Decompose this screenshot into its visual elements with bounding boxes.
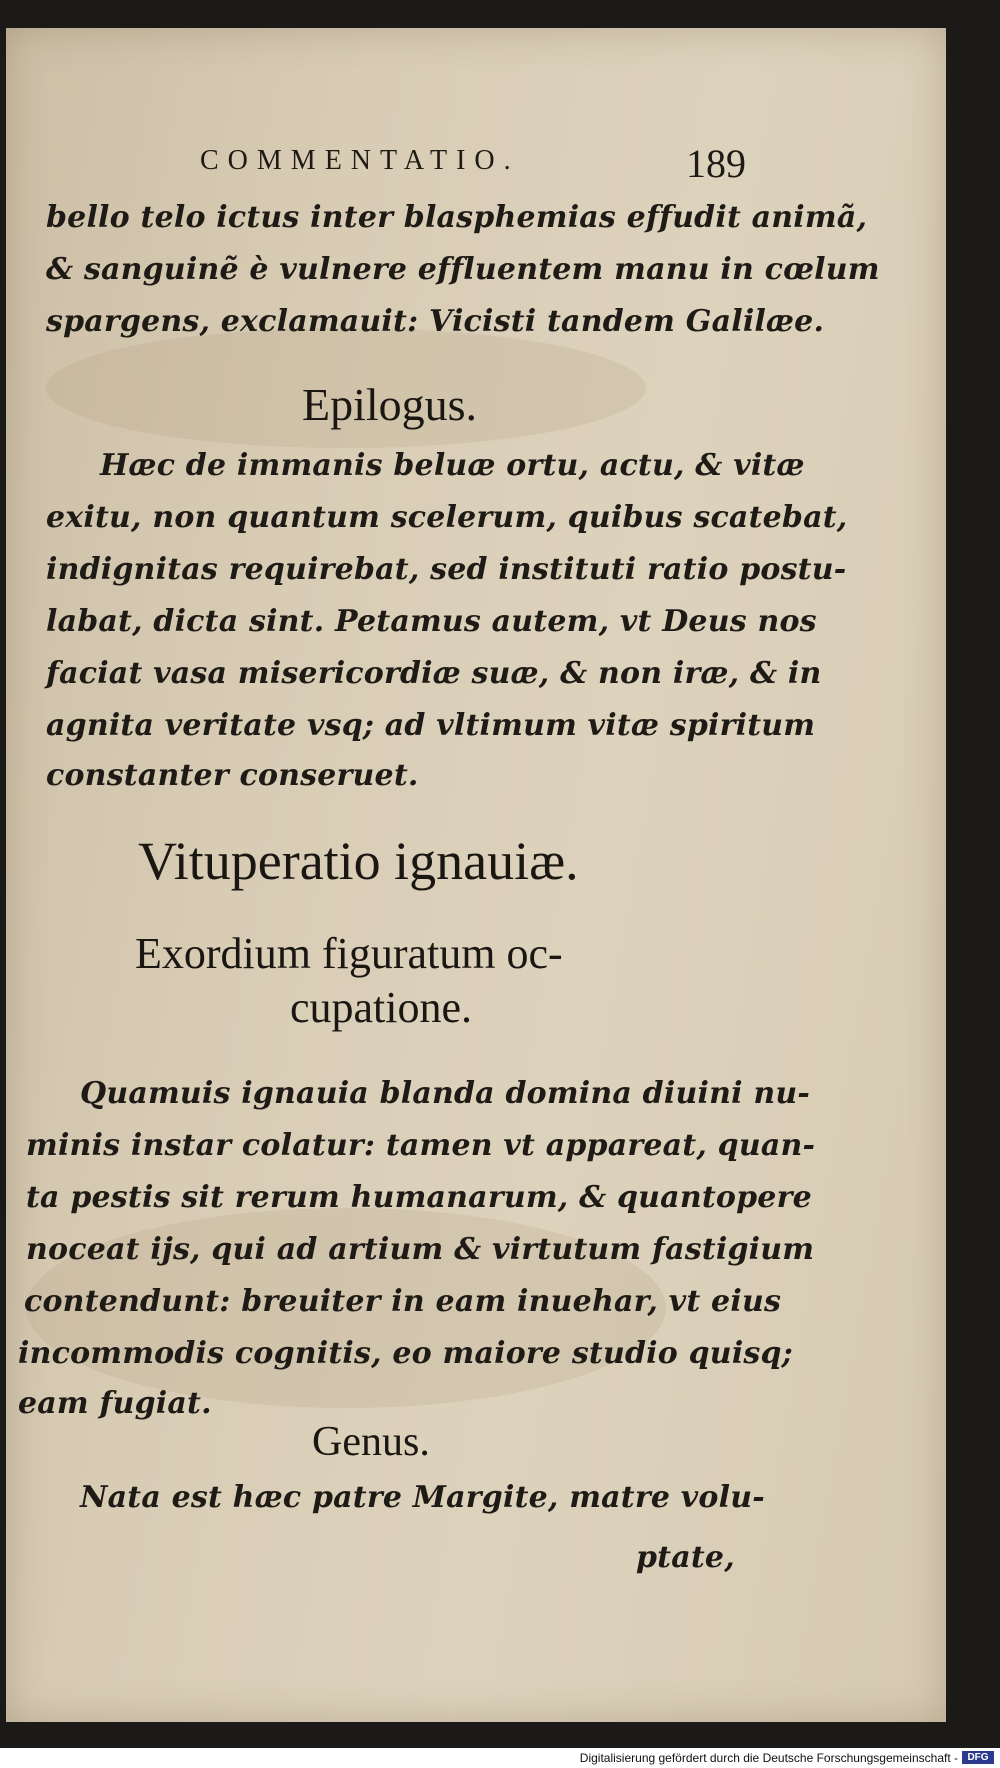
text-line: ta pestis sit rerum humanarum, & quantopere	[26, 1180, 812, 1215]
dfg-logo: DFG	[962, 1751, 994, 1764]
text-line: noceat ijs, qui ad artium & virtutum fastigium	[26, 1232, 815, 1267]
subheading-line: cupatione.	[290, 983, 473, 1032]
text-line: indignitas requirebat, sed instituti ratio postu-	[46, 552, 847, 587]
subheading-line: Exordium figuratum oc-	[135, 929, 563, 978]
page-number: 189	[686, 141, 746, 186]
running-title: COMMENTATIO.	[200, 145, 520, 176]
text-line: spargens, exclamauit: Vicisti tandem Galilæe.	[46, 304, 825, 339]
section-heading: Epilogus.	[302, 379, 478, 430]
text-line: & sanguinẽ è vulnere effluentem manu in cœlum	[46, 252, 880, 287]
chapter-heading: Vituperatio ignauiæ.	[138, 831, 579, 891]
text-line: minis instar colatur: tamen vt appareat, quan-	[26, 1128, 816, 1163]
section-heading: Genus.	[312, 1419, 430, 1465]
text-line: constanter conseruet.	[46, 758, 419, 793]
text-line: Nata est hæc patre Margite, matre volu-	[80, 1480, 765, 1515]
text-line: incommodis cognitis, eo maiore studio quisq;	[18, 1336, 793, 1371]
text-line: exitu, non quantum scelerum, quibus scatebat,	[46, 500, 848, 535]
digitization-credit: Digitalisierung gefördert durch die Deutsche Forschungsgemeinschaft -	[579, 1751, 958, 1765]
text-line: contendunt: breuiter in eam inuehar, vt eius	[24, 1284, 782, 1319]
catchword: ptate,	[636, 1540, 735, 1575]
text-line: labat, dicta sint. Petamus autem, vt Deus nos	[46, 604, 817, 639]
text-line: bello telo ictus inter blasphemias effudit animã,	[46, 200, 868, 235]
text-line: Quamuis ignauia blanda domina diuini nu-	[80, 1076, 810, 1111]
text-line: eam fugiat.	[18, 1386, 212, 1421]
text-line: Hæc de immanis beluæ ortu, actu, & vitæ	[100, 448, 805, 483]
text-line: faciat vasa misericordiæ suæ, & non iræ, & in	[46, 656, 822, 691]
text-line: agnita veritate vsq; ad vltimum vitæ spiritum	[46, 708, 816, 743]
